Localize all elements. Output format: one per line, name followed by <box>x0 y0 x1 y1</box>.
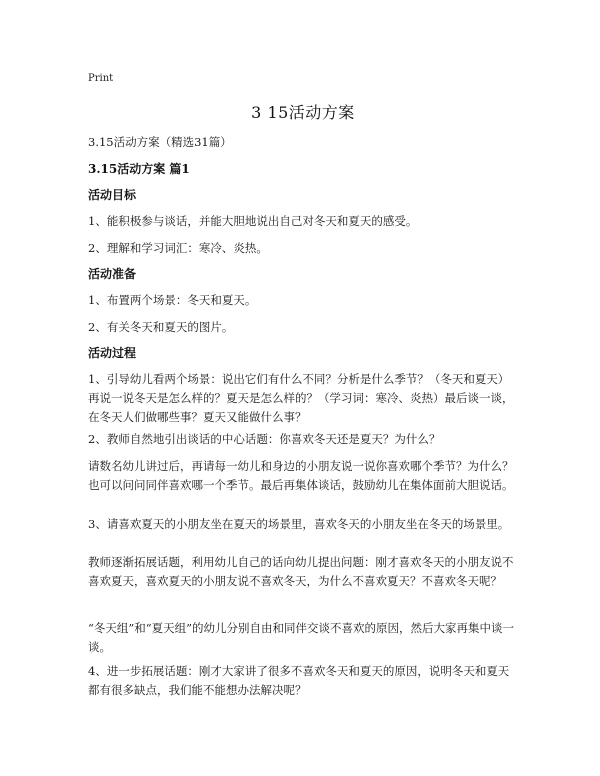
process-paragraph: 2、教师自然地引出谈话的中心话题：你喜欢冬天还是夏天？为什么？ <box>88 432 441 446</box>
print-label: Print <box>88 73 114 84</box>
process-paragraph: 教师逐渐拓展话题，利用幼儿自己的话向幼儿提出问题：刚才喜欢冬天的小朋友说不喜欢夏天，喜欢夏天的小朋友说不喜欢冬天，为什么不喜欢夏天？不喜欢冬天呢？ <box>88 555 514 588</box>
process-paragraph: 4、进一步拓展话题：刚才大家讲了很多不喜欢冬天和夏天的原因，说明冬天和夏天都有很多缺点，我们能不能想办法解决呢？ <box>88 664 510 697</box>
process-paragraph: 请数名幼儿讲过后，再请每一幼儿和身边的小朋友说一说你喜欢哪个季节？为什么？也可以问问同伴喜欢哪一个季节。最后再集体谈话，鼓励幼儿在集体面前大胆说话。 <box>88 459 514 492</box>
goals-heading: 活动目标 <box>88 188 137 202</box>
document-title: 3 15活动方案 <box>251 103 355 122</box>
prep-heading: 活动准备 <box>88 267 137 281</box>
process-paragraph: 3、请喜欢夏天的小朋友坐在夏天的场景里，喜欢冬天的小朋友坐在冬天的场景里。 <box>88 517 510 531</box>
goal-item: 2、理解和学习词汇：寒冷、炎热。 <box>88 241 268 255</box>
goal-item: 1、能积极参与谈话，并能大胆地说出自己对冬天和夏天的感受。 <box>88 214 418 228</box>
prep-item: 2、有关冬天和夏天的图片。 <box>88 320 234 334</box>
process-paragraph: “冬天组”和“夏天组”的幼儿分别自由和同伴交谈不喜欢的原因，然后大家再集中谈一谈。 <box>88 621 515 654</box>
section-title: 3.15活动方案 篇1 <box>88 162 190 176</box>
process-heading: 活动过程 <box>88 346 137 360</box>
document-subtitle: 3.15活动方案（精选31篇） <box>88 135 232 149</box>
process-paragraph: 1、引导幼儿看两个场景：说出它们有什么不同？分析是什么季节？（冬天和夏天）再说一说冬天是怎么样的？夏天是怎么样的？（学习词：寒冷、炎热）最后谈一谈，在冬天人们做哪些事？夏天又能做什么事？ <box>88 372 514 424</box>
prep-item: 1、布置两个场景：冬天和夏天。 <box>88 293 257 307</box>
